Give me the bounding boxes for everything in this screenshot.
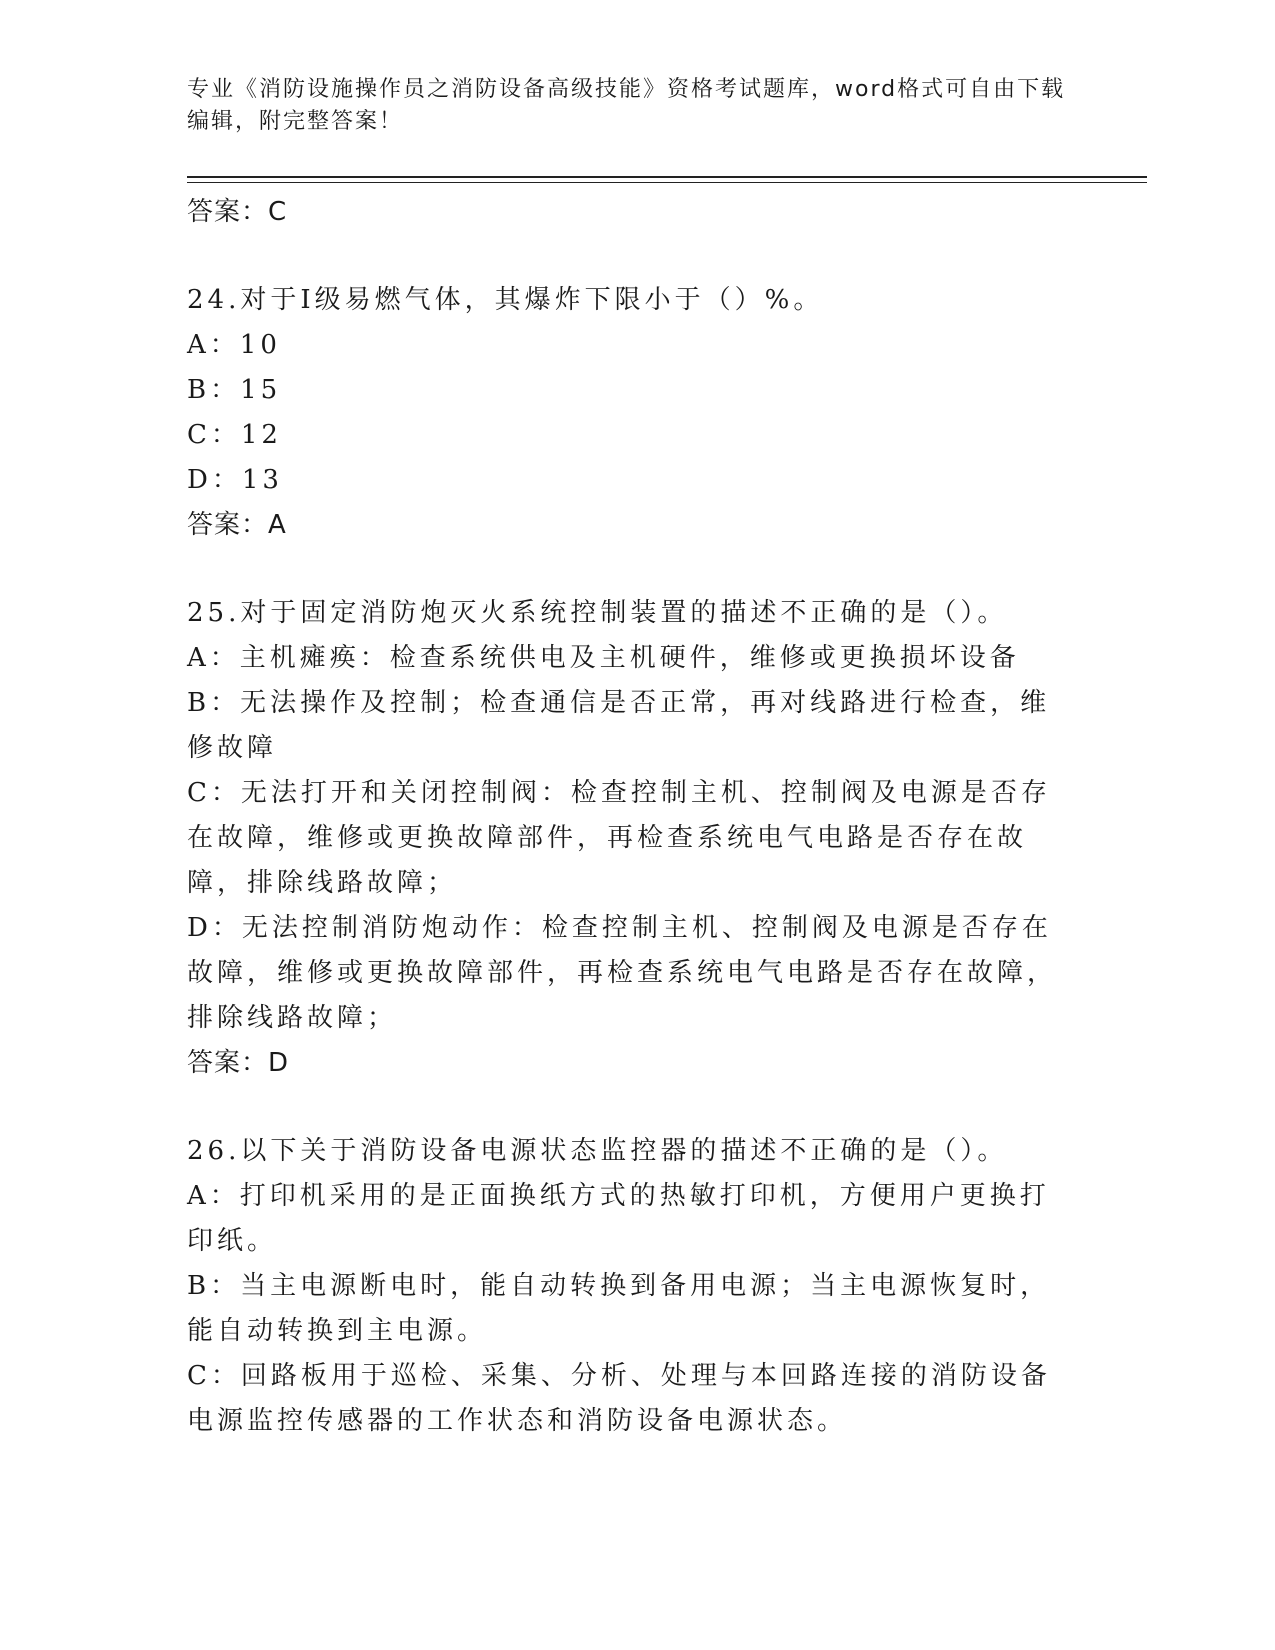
answer-line: 答案：C [187,197,288,227]
question-stem: 24.对于Ⅰ级易燃气体，其爆炸下限小于（）%。 [187,285,824,315]
option-c: C：无法打开和关闭控制阀：检查控制主机、控制阀及电源是否存在故障，维修或更换故障部件，再检查系统电气电路是否存在故障，排除线路故障； [187,778,1051,898]
answer-line: 答案：A [187,510,287,540]
header-divider-thin [187,182,1147,183]
question-list [187,190,1067,1444]
question-stem: 25.对于固定消防炮灭火系统控制装置的描述不正确的是（）。 [187,598,1008,628]
option-a: A：打印机采用的是正面换纸方式的热敏打印机，方便用户更换打印纸。 [187,1181,1050,1256]
option-b: B：当主电源断电时，能自动转换到备用电源；当主电源恢复时，能自动转换到主电源。 [187,1271,1051,1346]
document-header: 专业《消防设施操作员之消防设备高级技能》资格考试题库，word格式可自由下载编辑，附完整答案！ [187,77,1066,134]
question-25 [187,591,1067,1085]
option-d: D：无法控制消防炮动作：检查控制主机、控制阀及电源是否存在故障，维修或更换故障部件，再检查系统电气电路是否存在故障，排除线路故障； [187,913,1058,1033]
option-a: A：主机瘫痪：检查系统供电及主机硬件，维修或更换损坏设备 [187,643,1020,673]
header-divider [187,176,1147,178]
option-b: B：无法操作及控制；检查通信是否正常，再对线路进行检查，维修故障 [187,688,1051,763]
option-a: A：10 [187,330,281,360]
option-c: C：回路板用于巡检、采集、分析、处理与本回路连接的消防设备电源监控传感器的工作状态和消防设备电源状态。 [187,1361,1051,1436]
option-c: C：12 [187,420,282,450]
question-24 [187,278,1067,547]
option-b: B：15 [187,375,282,405]
question-26 [187,1129,1067,1444]
option-d: D：13 [187,465,283,495]
question-stem: 26.以下关于消防设备电源状态监控器的描述不正确的是（）。 [187,1136,1008,1166]
answer-line: 答案：D [187,1048,290,1078]
